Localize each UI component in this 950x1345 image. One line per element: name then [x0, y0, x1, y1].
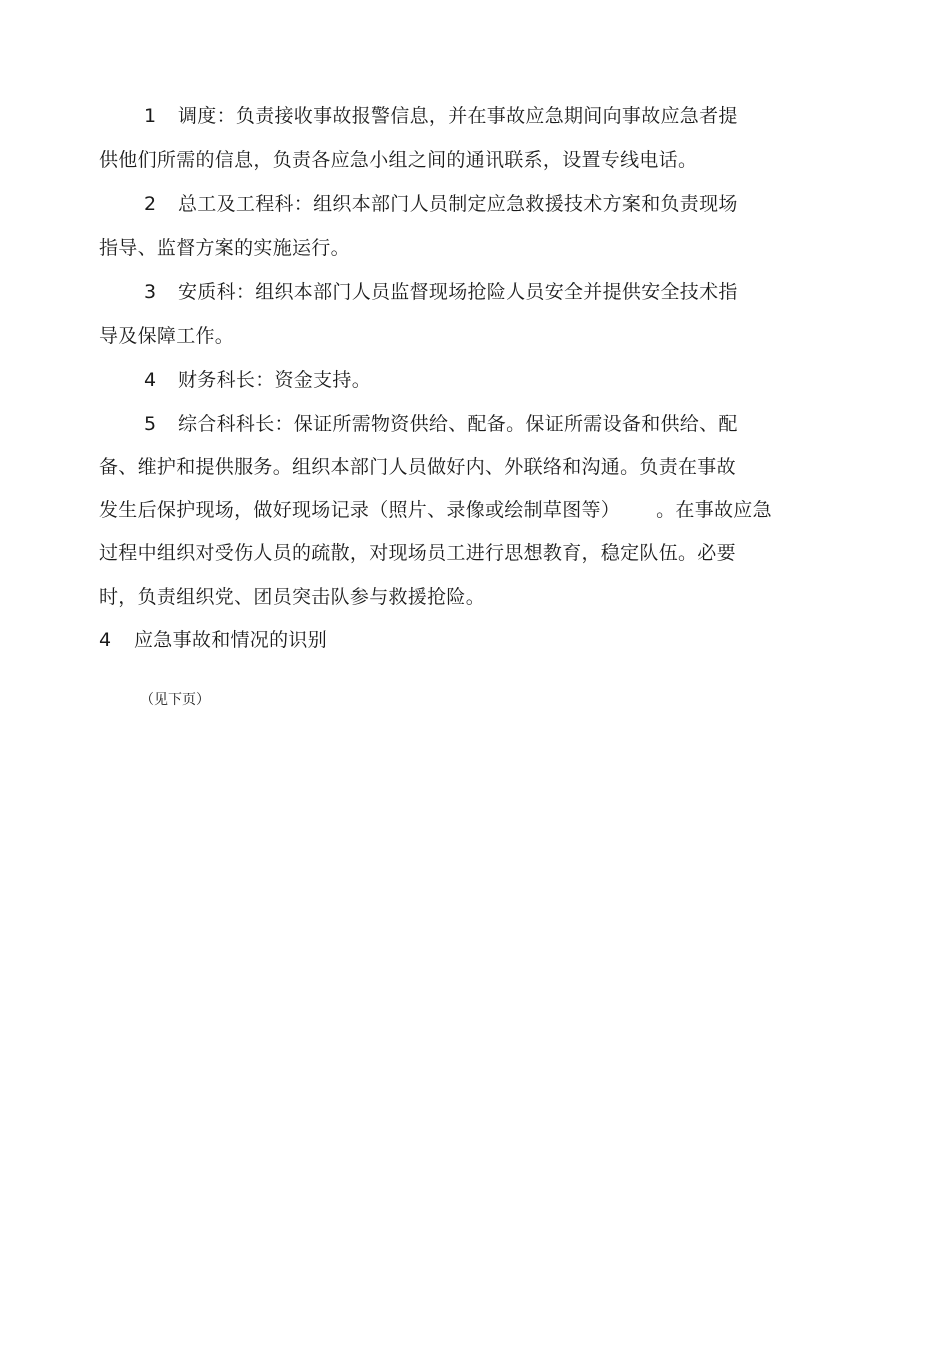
item-2-line-1 [144, 192, 738, 216]
item-3-line-1 [144, 280, 738, 304]
item-5-line-5: 时，负责组织党、团员突击队参与救援抢险。 [99, 586, 486, 608]
item-5-line-4: 过程中组织对受伤人员的疏散，对现场员工进行思想教育，稳定队伍。必要 [99, 542, 736, 564]
item-3-line-2: 导及保障工作。 [99, 325, 235, 347]
item-5-line-2: 备、维护和提供服务。组织本部门人员做好内、外联络和沟通。负责在事故 [99, 456, 736, 478]
item-4-number: 4 [144, 369, 157, 391]
section-number: 4 [99, 629, 112, 651]
section-heading [99, 628, 327, 652]
item-1-number: 1 [144, 105, 157, 127]
item-1-text-1: 调度：负责接收事故报警信息，并在事故应急期间向事故应急者提 [178, 105, 738, 127]
see-next-page-note: （见下页） [140, 692, 210, 708]
item-2-number: 2 [144, 193, 157, 215]
item-3-text-1: 安质科：组织本部门人员监督现场抢险人员安全并提供安全技术指 [178, 281, 738, 303]
item-5-line-1 [144, 412, 738, 436]
item-5-text-1: 综合科科长：保证所需物资供给、配备。保证所需设备和供给、配 [178, 413, 738, 435]
item-5-text-3b: 。在事故应急 [656, 499, 772, 521]
section-title: 应急事故和情况的识别 [134, 629, 328, 651]
item-1-line-1 [144, 104, 738, 128]
item-2-line-2: 指导、监督方案的实施运行。 [99, 237, 350, 259]
item-2-text-1: 总工及工程科：组织本部门人员制定应急救援技术方案和负责现场 [178, 193, 738, 215]
item-5-line-3 [99, 498, 772, 522]
item-3-number: 3 [144, 281, 157, 303]
item-5-text-3a: 发生后保护现场，做好现场记录（照片、录像或绘制草图等） [99, 499, 621, 521]
item-4-text-1: 财务科长：资金支持。 [178, 369, 372, 391]
item-4-line-1 [144, 368, 371, 392]
item-1-line-2: 供他们所需的信息，负责各应急小组之间的通讯联系，设置专线电话。 [99, 149, 698, 171]
item-5-number: 5 [144, 413, 157, 435]
